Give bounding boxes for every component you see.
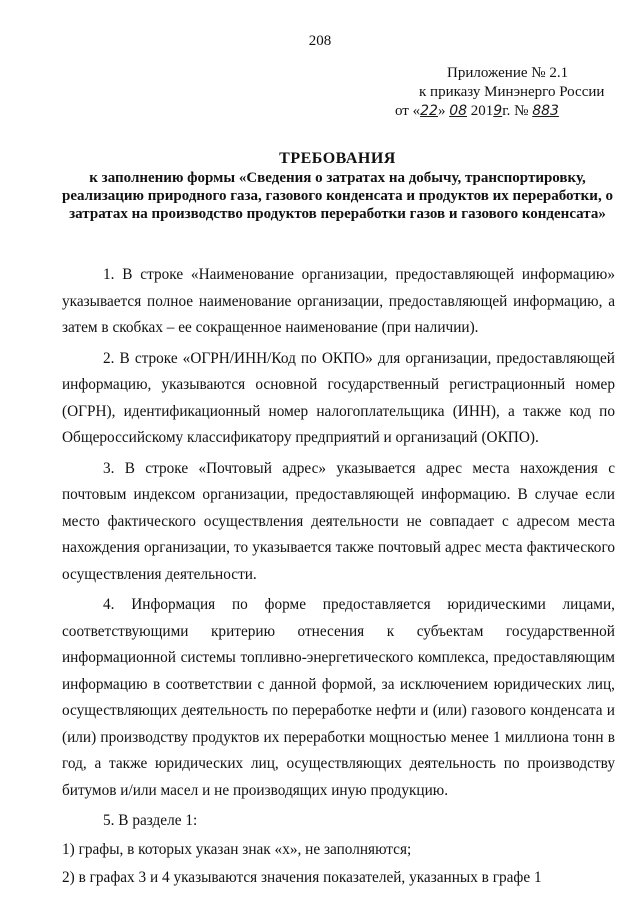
document-subtitle: к заполнению формы «Сведения о затратах на добычу, транспортировку, реализацию природного газа, газового конденсата и продуктов их переработки, о затратах на производство продуктов переработки газов и газового конденсата» bbox=[62, 170, 613, 222]
list-item-1: 1) графы, в которых указан знак «х», не заполняются; bbox=[62, 840, 412, 858]
date-mid-3: г. № bbox=[502, 103, 533, 119]
document-body bbox=[62, 262, 615, 892]
paragraph-3: 3. В строке «Почтовый адрес» указывается адрес места нахождения с почтовым индексом организации, предоставляющей информацию. В случае если место фактического осуществления деятельности не совпадает с адресом места нахождения организации, то указывается также почтовый адрес места фактического осуществления деятельности. bbox=[62, 459, 615, 583]
handwritten-month: 08 bbox=[449, 103, 468, 119]
paragraph-5: 5. В разделе 1: bbox=[103, 812, 198, 829]
paragraph-4: 4. Информация по форме предоставляется юридическими лицами, соответствующими критерию отнесения к субъектам государственной информационной системы топливно-энергетического комплекса, предоставляющим информацию в соответствии с данной формой, за исключением юридических лиц, осуществляющих деятельность по переработке нефти и (или) газового конденсата и (или) производству продуктов их переработки мощностью менее 1 миллиона тонн в год, а также юридических лиц, осуществляющих деятельность по производству битумов и/или масел и не производящих иную продукцию. bbox=[62, 596, 615, 799]
appendix-order-reference: к приказу Минэнерго России bbox=[419, 84, 605, 100]
page-number: 208 bbox=[308, 33, 332, 49]
handwritten-day: 22 bbox=[420, 103, 438, 119]
appendix-order-date bbox=[395, 102, 625, 121]
paragraph-1: 1. В строке «Наименование организации, предоставляющей информацию» указывается полное наименование организации, предоставляющей информацию, а затем в скобках – ее сокращенное наименование (при наличии). bbox=[62, 266, 615, 336]
appendix-block bbox=[395, 64, 625, 121]
appendix-title: Приложение № 2.1 bbox=[447, 65, 569, 81]
document-title-block bbox=[60, 150, 615, 223]
date-mid-2: 201 bbox=[467, 103, 494, 119]
date-prefix: от « bbox=[395, 103, 421, 119]
handwritten-order-number: 883 bbox=[532, 103, 559, 119]
document-title: ТРЕБОВАНИЯ bbox=[279, 150, 396, 167]
paragraph-2: 2. В строке «ОГРН/ИНН/Код по ОКПО» для организации, предоставляющей информацию, указываются основной государственный регистрационный номер (ОГРН), идентификационный номер налогоплательщика (ИНН), а также код по Общероссийскому классификатору предприятий и организаций (ОКПО). bbox=[62, 349, 615, 446]
date-mid-1: » bbox=[437, 103, 450, 119]
list-item-2: 2) в графах 3 и 4 указываются значения показателей, указанных в графе 1 bbox=[62, 869, 542, 886]
handwritten-year-digit: 9 bbox=[493, 103, 503, 119]
